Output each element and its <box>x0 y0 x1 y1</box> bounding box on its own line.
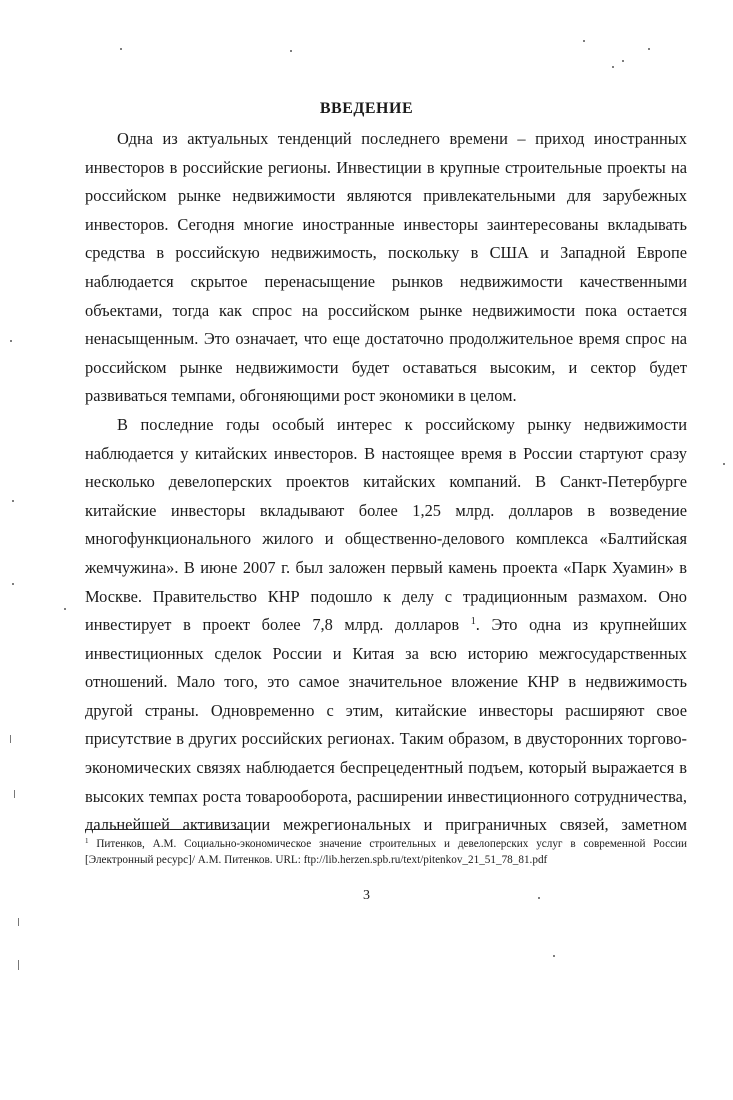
scan-mark <box>14 790 15 798</box>
text-line: жемчужина». В июне 2007 г. был заложен первый камень проекта «Парк Хуамин» в <box>85 557 687 577</box>
text-line: высоких темпах роста товарооборота, расширении инвестиционного сотрудничества, <box>85 786 687 806</box>
text-line: развиваться темпами, обгоняющими рост экономики в целом. <box>85 386 517 406</box>
text-line: В последние годы особый интерес к российскому рынку недвижимости <box>117 414 687 434</box>
text-line: дальнейшей активизации межрегиональных и приграничных связей, заметном <box>85 815 687 835</box>
text-line: отношений. Мало того, это самое значительное вложение КНР в недвижимость <box>85 672 687 692</box>
scan-speck <box>12 500 14 502</box>
text-line: другой страны. Одновременно с этим, китайские инвесторы расширяют свое <box>85 700 687 720</box>
text-line-with-footnote <box>85 611 687 640</box>
text-line: наблюдается скрытое перенасыщение рынков недвижимости качественными <box>85 271 687 291</box>
scan-speck <box>583 40 585 42</box>
scan-mark <box>18 960 19 970</box>
text-line: российском рынке недвижимости являются привлекательными для зарубежных <box>85 186 687 206</box>
footnote-divider <box>85 829 250 830</box>
footnote-line <box>85 837 687 853</box>
footnote-reference: 1 <box>470 616 476 628</box>
scan-speck <box>612 66 614 68</box>
scan-speck <box>553 955 555 957</box>
text-line: экономических связях наблюдается беспрецедентный подъем, который выражается в <box>85 758 687 778</box>
text-line: инвесторов в российские регионы. Инвестиции в крупные строительные проекты на <box>85 157 687 177</box>
scan-speck <box>10 340 12 342</box>
text-line: инвестиционных сделок России и Китая за всю историю межгосударственных <box>85 643 687 663</box>
section-heading: ВВЕДЕНИЕ <box>319 100 414 117</box>
text-line: несколько девелоперских проектов китайских компаний. В Санкт-Петербурге <box>85 472 687 492</box>
footnote-line: [Электронный ресурс]/ А.М. Питенков. URL: ftp://lib.herzen.spb.ru/text/pitenkov_21_51_78_81.pdf <box>85 853 548 866</box>
scan-speck <box>120 48 122 50</box>
scan-speck <box>12 583 14 585</box>
text-line: средства в российскую недвижимость, поскольку в США и Западной Европе <box>85 243 687 263</box>
body-text <box>85 125 687 840</box>
scan-speck <box>648 48 650 50</box>
text-fragment: . Это одна из крупнейших <box>475 615 688 635</box>
text-line: инвесторов. Сегодня многие иностранные инвесторы заинтересованы вкладывать <box>85 214 687 234</box>
scan-speck <box>290 50 292 52</box>
text-line: российском рынке недвижимости будет оставаться высоким, и сектор будет <box>85 357 687 377</box>
scan-speck <box>64 608 66 610</box>
text-line: присутствие в других российских регионах. Таким образом, в двусторонних торгово- <box>85 729 687 749</box>
scan-mark <box>10 735 11 743</box>
text-line: многофункционального жилого и общественно-делового комплекса «Балтийская <box>85 529 687 549</box>
footnote-text: Питенков, А.М. Социально-экономическое значение строительных и девелоперских услуг в современной России <box>96 838 688 850</box>
text-line: китайские инвесторы вкладывают более 1,25 млрд. долларов в возведение <box>85 500 687 520</box>
scan-speck <box>622 60 624 62</box>
footnote <box>85 837 687 868</box>
page-number: 3 <box>363 888 370 903</box>
text-line: Москве. Правительство КНР подошло к делу с традиционным размахом. Оно <box>85 586 687 606</box>
scan-speck <box>723 463 725 465</box>
text-line: объектами, тогда как спрос на российском рынке недвижимости пока остается <box>85 300 687 320</box>
text-line: ненасыщенным. Это означает, что еще достаточно продолжительное время спрос на <box>85 329 687 349</box>
scan-mark <box>18 918 19 926</box>
text-line: наблюдается у китайских инвесторов. В настоящее время в России стартуют сразу <box>85 443 687 463</box>
text-fragment: инвестирует в проект более 7,8 млрд. долларов <box>85 615 460 635</box>
footnote-marker: 1 <box>85 837 89 845</box>
text-line: Одна из актуальных тенденций последнего времени – приход иностранных <box>117 129 687 148</box>
scan-speck <box>538 897 540 899</box>
